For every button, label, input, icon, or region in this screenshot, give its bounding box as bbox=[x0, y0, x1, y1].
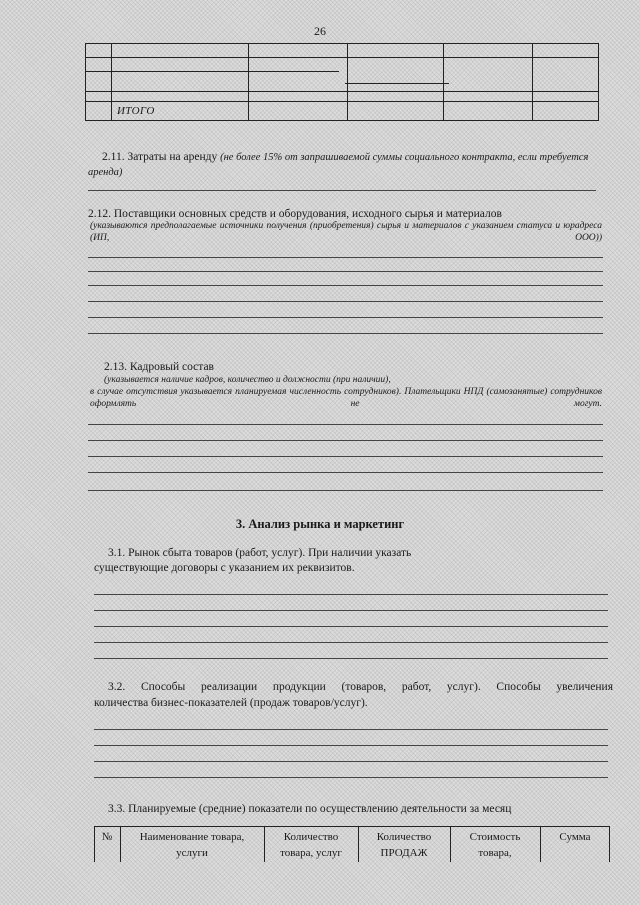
fill-line bbox=[88, 456, 603, 457]
section-3-heading: 3. Анализ рынка и маркетинг bbox=[235, 517, 405, 531]
section-2-13-note-1: (указывается наличие кадров, количество и должности (при наличии), bbox=[104, 375, 391, 385]
section-2-13-note-2: в случае отсутствия указывается планируемая численность сотрудников). Плательщики НПД (самозанятые) сотрудников оформлять не могут. bbox=[90, 387, 602, 409]
fill-line bbox=[94, 642, 608, 643]
table-header-cell: Количество товара, услуг bbox=[280, 831, 342, 859]
section-2-12-title: 2.12. Поставщики основных средств и оборудования, исходного сырья и материалов bbox=[88, 208, 502, 220]
fill-line bbox=[88, 301, 603, 302]
table-header-cell: Наименование товара, услуги bbox=[139, 831, 245, 859]
fill-line bbox=[88, 472, 603, 473]
table-header-cell: Стоимость товара, bbox=[469, 831, 521, 859]
section-2-11-title: Затраты на аренду bbox=[127, 151, 218, 163]
fill-line bbox=[88, 190, 596, 191]
fill-line bbox=[88, 285, 603, 286]
table-header-cell: Сумма bbox=[559, 831, 591, 843]
fill-line bbox=[94, 626, 608, 627]
section-2-11 bbox=[88, 150, 593, 180]
section-2-11-note: (не более 15% от запрашиваемой суммы социального контракта, если требуется аренда) bbox=[88, 152, 589, 178]
section-3-2-line-2: количества бизнес-показателей (продаж товаров/услуг). bbox=[94, 697, 368, 709]
fill-line bbox=[94, 729, 608, 730]
section-2-13-title: 2.13. Кадровый состав bbox=[104, 361, 214, 373]
table-header-cell: Количество ПРОДАЖ bbox=[376, 831, 432, 859]
section-2-12-note: (указываются предполагаемые источники получения (приобретения) сырья и материалов с указанием статуса и юрадреса (ИП, ООО)) bbox=[90, 221, 602, 243]
section-2-11-number: 2.11. bbox=[102, 151, 125, 163]
section-3-2-line-1: 3.2. Способы реализации продукции (товаров, работ, услуг). Способы увеличения bbox=[108, 681, 613, 693]
fill-line bbox=[88, 271, 603, 272]
fill-line bbox=[88, 333, 603, 334]
section-3-3-title: 3.3. Планируемые (средние) показатели по осуществлению деятельности за месяц bbox=[108, 803, 512, 815]
table-header-cell: № bbox=[101, 831, 113, 843]
fill-line bbox=[88, 424, 603, 425]
fill-line bbox=[88, 440, 603, 441]
section-3-1-line-1: 3.1. Рынок сбыта товаров (работ, услуг). При наличии указать bbox=[108, 547, 412, 559]
fill-line bbox=[94, 761, 608, 762]
expenses-table bbox=[85, 43, 599, 121]
indicators-table bbox=[94, 826, 610, 862]
table-total-label: ИТОГО bbox=[117, 105, 155, 117]
section-3-1-line-2: существующие договоры с указанием их реквизитов. bbox=[94, 562, 355, 574]
fill-line bbox=[88, 257, 603, 258]
fill-line bbox=[94, 745, 608, 746]
fill-line bbox=[94, 777, 608, 778]
fill-line bbox=[88, 490, 603, 491]
fill-line bbox=[94, 594, 608, 595]
fill-line bbox=[94, 658, 608, 659]
fill-line bbox=[94, 610, 608, 611]
fill-line bbox=[88, 317, 603, 318]
page-number: 26 bbox=[314, 24, 326, 38]
